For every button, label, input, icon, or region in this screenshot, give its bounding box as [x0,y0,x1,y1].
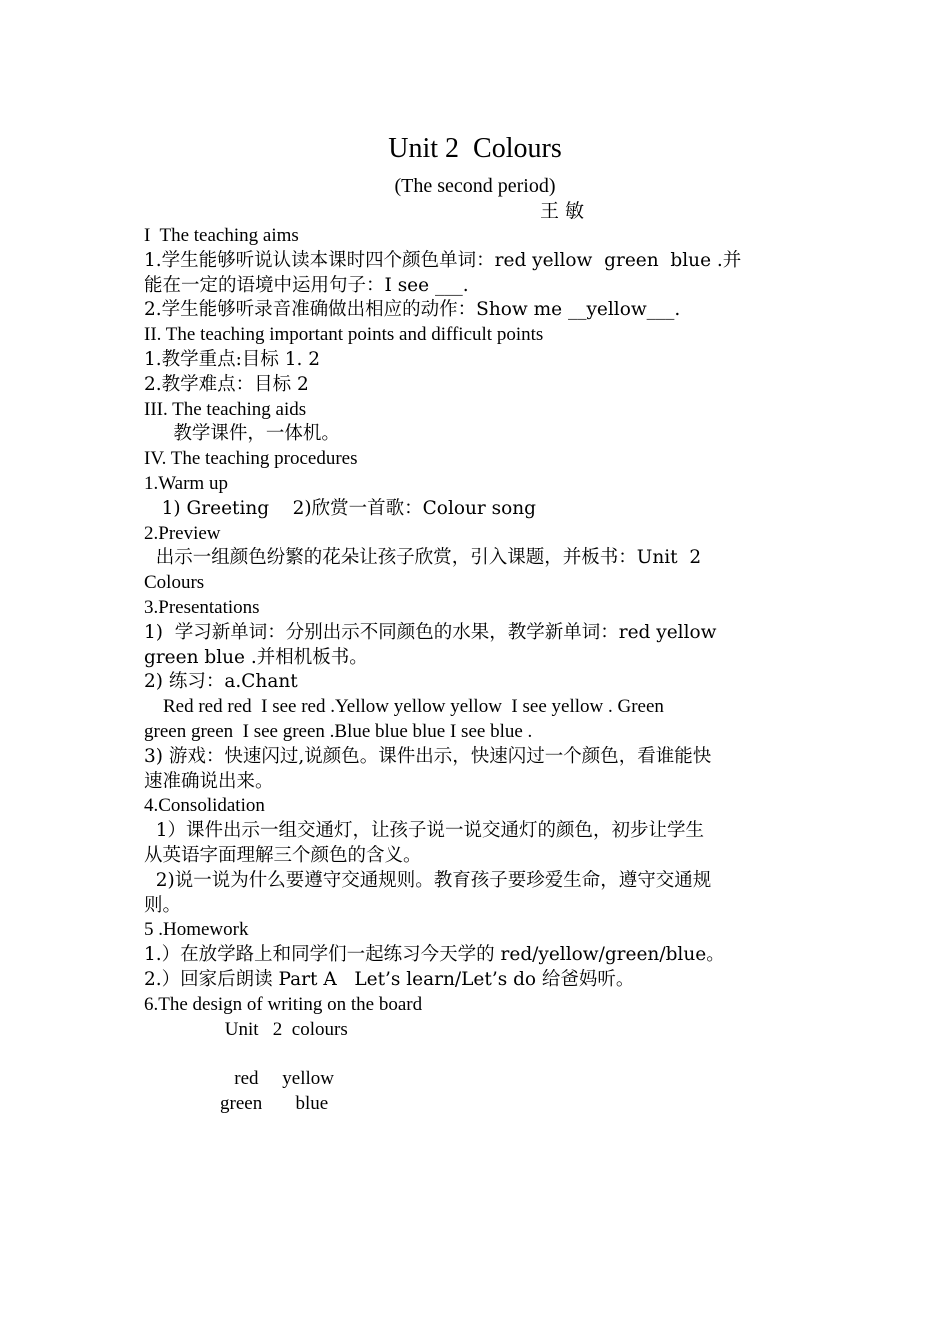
text-line: red yellow [144,1068,334,1090]
text-line: Colours [144,572,205,594]
text-line: 5 .Homework [144,919,249,941]
text-line: green blue .并相机板书。 [144,646,368,668]
text-line: I The teaching aims [144,225,299,246]
text-line: green green I see green .Blue blue blue I see blue . [144,720,533,742]
text-line: III. The teaching aids [144,398,307,420]
text-line: 1）课件出示一组交通灯，让孩子说一说交通灯的颜色，初步让学生 [144,820,705,842]
text-line: Unit 2 colours [144,1018,348,1040]
text-line [144,1042,809,1067]
text-line: 3.Presentations [144,596,260,618]
text-line: 1.）在放学路上和同学们一起练习今天学的 red/yellow/green/blue。 [144,944,725,966]
text-line: green blue [144,1092,329,1114]
text-line: 速准确说出来。 [144,770,274,792]
text-line: 2) 练习：a.Chant [144,671,298,693]
text-line: 1.Warm up [144,472,228,494]
text-line: 3) 游戏：快速闪过,说颜色。课件出示，快速闪过一个颜色，看谁能快 [144,745,712,767]
text-line: IV. The teaching procedures [144,448,358,470]
text-line: 4.Consolidation [144,795,265,817]
text-line: 出示一组颜色纷繁的花朵让孩子欣赏，引入课题，并板书：Unit 2 [144,547,702,569]
text-line: 2.）回家后朗读 Part A Let’s learn/Let’s do 给爸妈听。 [144,968,635,990]
text-line: 则。 [144,894,182,916]
document-body [144,224,809,1117]
document-title: Unit 2 Colours [388,133,562,164]
text-line: 2)说一说为什么要遵守交通规则。教育孩子要珍爱生命，遵守交通规 [144,869,712,891]
text-line: 2.教学难点：目标 2 [144,373,309,395]
text-line: 1) Greeting 2)欣赏一首歌：Colour song [144,497,537,519]
text-line: 6.The design of writing on the board [144,993,423,1015]
text-line: 教学课件，一体机。 [144,423,340,445]
text-line: 2.Preview [144,522,221,544]
text-line: 2.学生能够听录音准确做出相应的动作：Show me __yellow___. [144,299,681,321]
text-line: 能在一定的语境中运用句子：I see ___. [144,274,469,296]
text-line: 1) 学习新单词：分别出示不同颜色的水果，教学新单词：red yellow [144,621,717,643]
author-name: 王 敏 [540,200,585,222]
text-line: 1.学生能够听说认读本课时四个颜色单词：red yellow green blue .并 [144,249,742,271]
text-line: II. The teaching important points and difficult points [144,324,544,346]
document-subtitle: (The second period) [394,175,556,197]
text-line: 1.教学重点:目标 1. 2 [144,348,321,370]
text-line: 从英语字面理解三个颜色的含义。 [144,844,422,866]
text-line: Red red red I see red .Yellow yellow yellow I see yellow . Green [144,696,664,718]
